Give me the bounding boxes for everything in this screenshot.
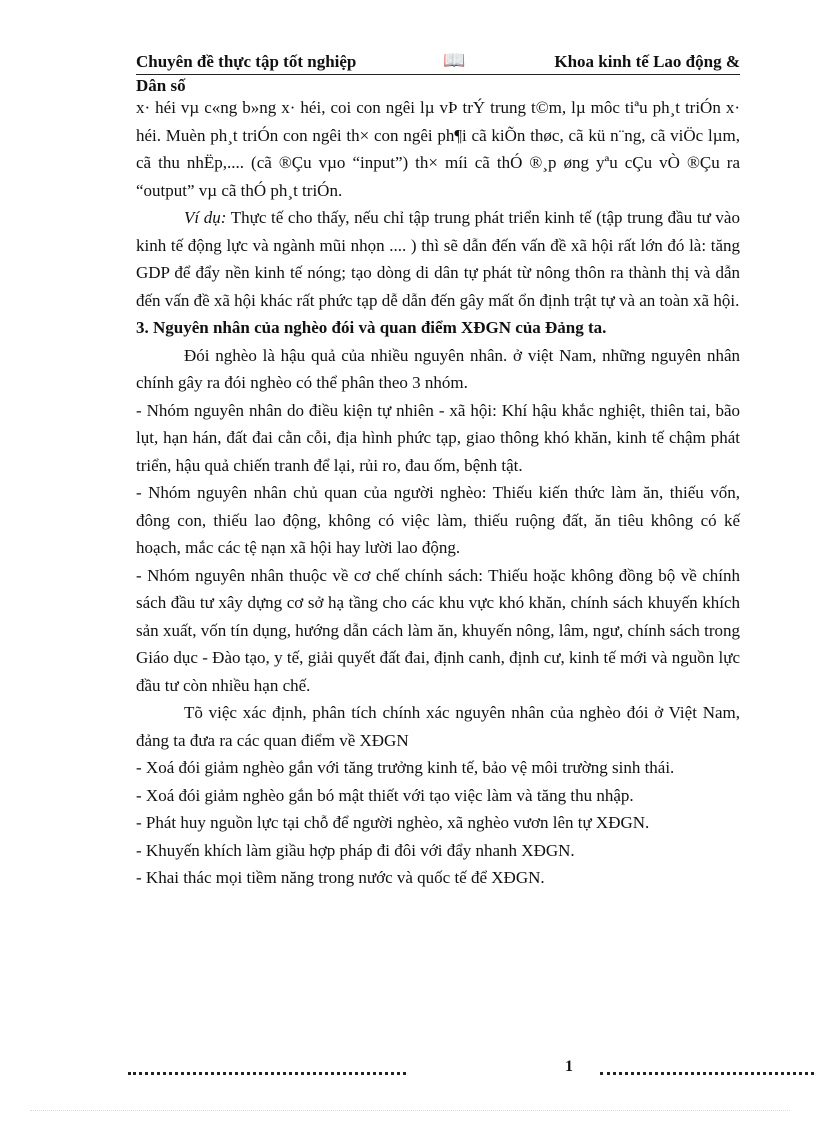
example-paragraph [136,204,740,314]
page-header [136,50,740,75]
list-item: - Xoá đói giảm nghèo gắn bó mật thiết với tạo việc làm và tăng thu nhập. [136,785,634,805]
list-item: - Nhóm nguyên nhân thuộc về cơ chế chính sách: Thiếu hoặc không đồng bộ về chính sách đầu tư xây dựng cơ sở hạ tầng cho các khu vực khó khăn, chính sách khuyến khích sản xuất, vốn tín dụng, hướng dẫn cách làm ăn, khuyến nông, lâm, ngư, chính sách trong Giáo dục - Đào tạo, y tế, giải quyết đất đai, định canh, định cư, kinh tế mới và nguồn lực đầu tư còn nhiều hạn chế. [136,565,740,695]
list-item: - Nhóm nguyên nhân do điều kiện tự nhiên - xã hội: Khí hậu khắc nghiệt, thiên tai, bão lụt, hạn hán, đất đai cằn cỗi, địa hình phức tạp, giao thông khó khăn, kinh tế chậm phát triển, hậu quả chiến tranh để lại, rủi ro, đau ốm, bệnh tật. [136,400,740,475]
list-item: - Xoá đói giảm nghèo gắn với tăng trưởng kinh tế, bảo vệ môi trường sinh thái. [136,758,675,777]
footer-divider-left [128,1072,406,1075]
paragraph: Tõ việc xác định, phân tích chính xác nguyên nhân của nghèo đói ở Việt Nam, đảng ta đưa ra các quan điểm về XĐGN [136,703,740,750]
paragraph: Đói nghèo là hậu quả của nhiều nguyên nhân. ở việt Nam, những nguyên nhân chính gây ra đói nghèo có thể phân theo 3 nhóm. [136,345,740,392]
header-thesis-title: Chuyên đề thực tập tốt nghiệp [136,52,357,71]
list-item: - Phát huy nguồn lực tại chỗ để người nghèo, xã nghèo vươn lên tự XĐGN. [136,813,650,832]
list-item: - Khuyến khích làm giầu hợp pháp đi đôi với đẩy nhanh XĐGN. [136,840,575,860]
paragraph: x· héi vµ c«ng b»ng x· héi, coi con ngêi lµ vÞ trÝ trung t©m, lµ môc tiªu ph¸t triÓn x· héi. Muèn ph¸t triÓn con ngêi th× con ngêi ph¶i cã kiÕn thøc, cã kü n¨ng, cã viÖc lµm, cã thu nhËp,.... (cã ®Çu vµo “input”) th× míi cã thÓ ®¸p øng yªu cÇu vÒ ®Çu ra “output” vµ cã thÓ ph¸t triÓn. [136,98,740,200]
header-faculty-continuation: Dân số [136,76,186,95]
page-number: 1 [565,1058,573,1075]
header-faculty: Khoa kinh tế Lao động & [554,52,740,71]
footer-divider-right [600,1072,816,1075]
document-body [136,94,740,892]
example-text: Thực tế cho thấy, nếu chỉ tập trung phát triển kinh tế (tập trung đầu tư vào kinh tế động lực và ngành mũi nhọn .... ) thì sẽ dẫn đến vấn đề xã hội rất lớn đó là: tăng GDP để đẩy nền kinh tế nóng; tạo dòng di dân tự phát từ nông thôn ra thành thị và dẫn đến vấn đề xã hội khác rất phức tạp dễ dẫn đến gây mất ổn định trật tự và an toàn xã hội. [136,208,740,310]
section-heading: 3. Nguyên nhân của nghèo đói và quan điểm XĐGN của Đảng ta. [136,318,607,337]
list-item: - Khai thác mọi tiềm năng trong nước và quốc tế để XĐGN. [136,868,545,887]
page-edge-divider [30,1110,790,1111]
page-footer [128,1058,740,1082]
example-label: Ví dụ: [184,208,227,227]
list-item: - Nhóm nguyên nhân chủ quan của người nghèo: Thiếu kiến thức làm ăn, thiếu vốn, đông con, thiếu lao động, không có việc làm, thiếu ruộng đất, ăn tiêu không có kế hoạch, mắc các tệ nạn xã hội hay lười lao động. [136,483,740,557]
book-icon: 📖 [443,50,466,70]
